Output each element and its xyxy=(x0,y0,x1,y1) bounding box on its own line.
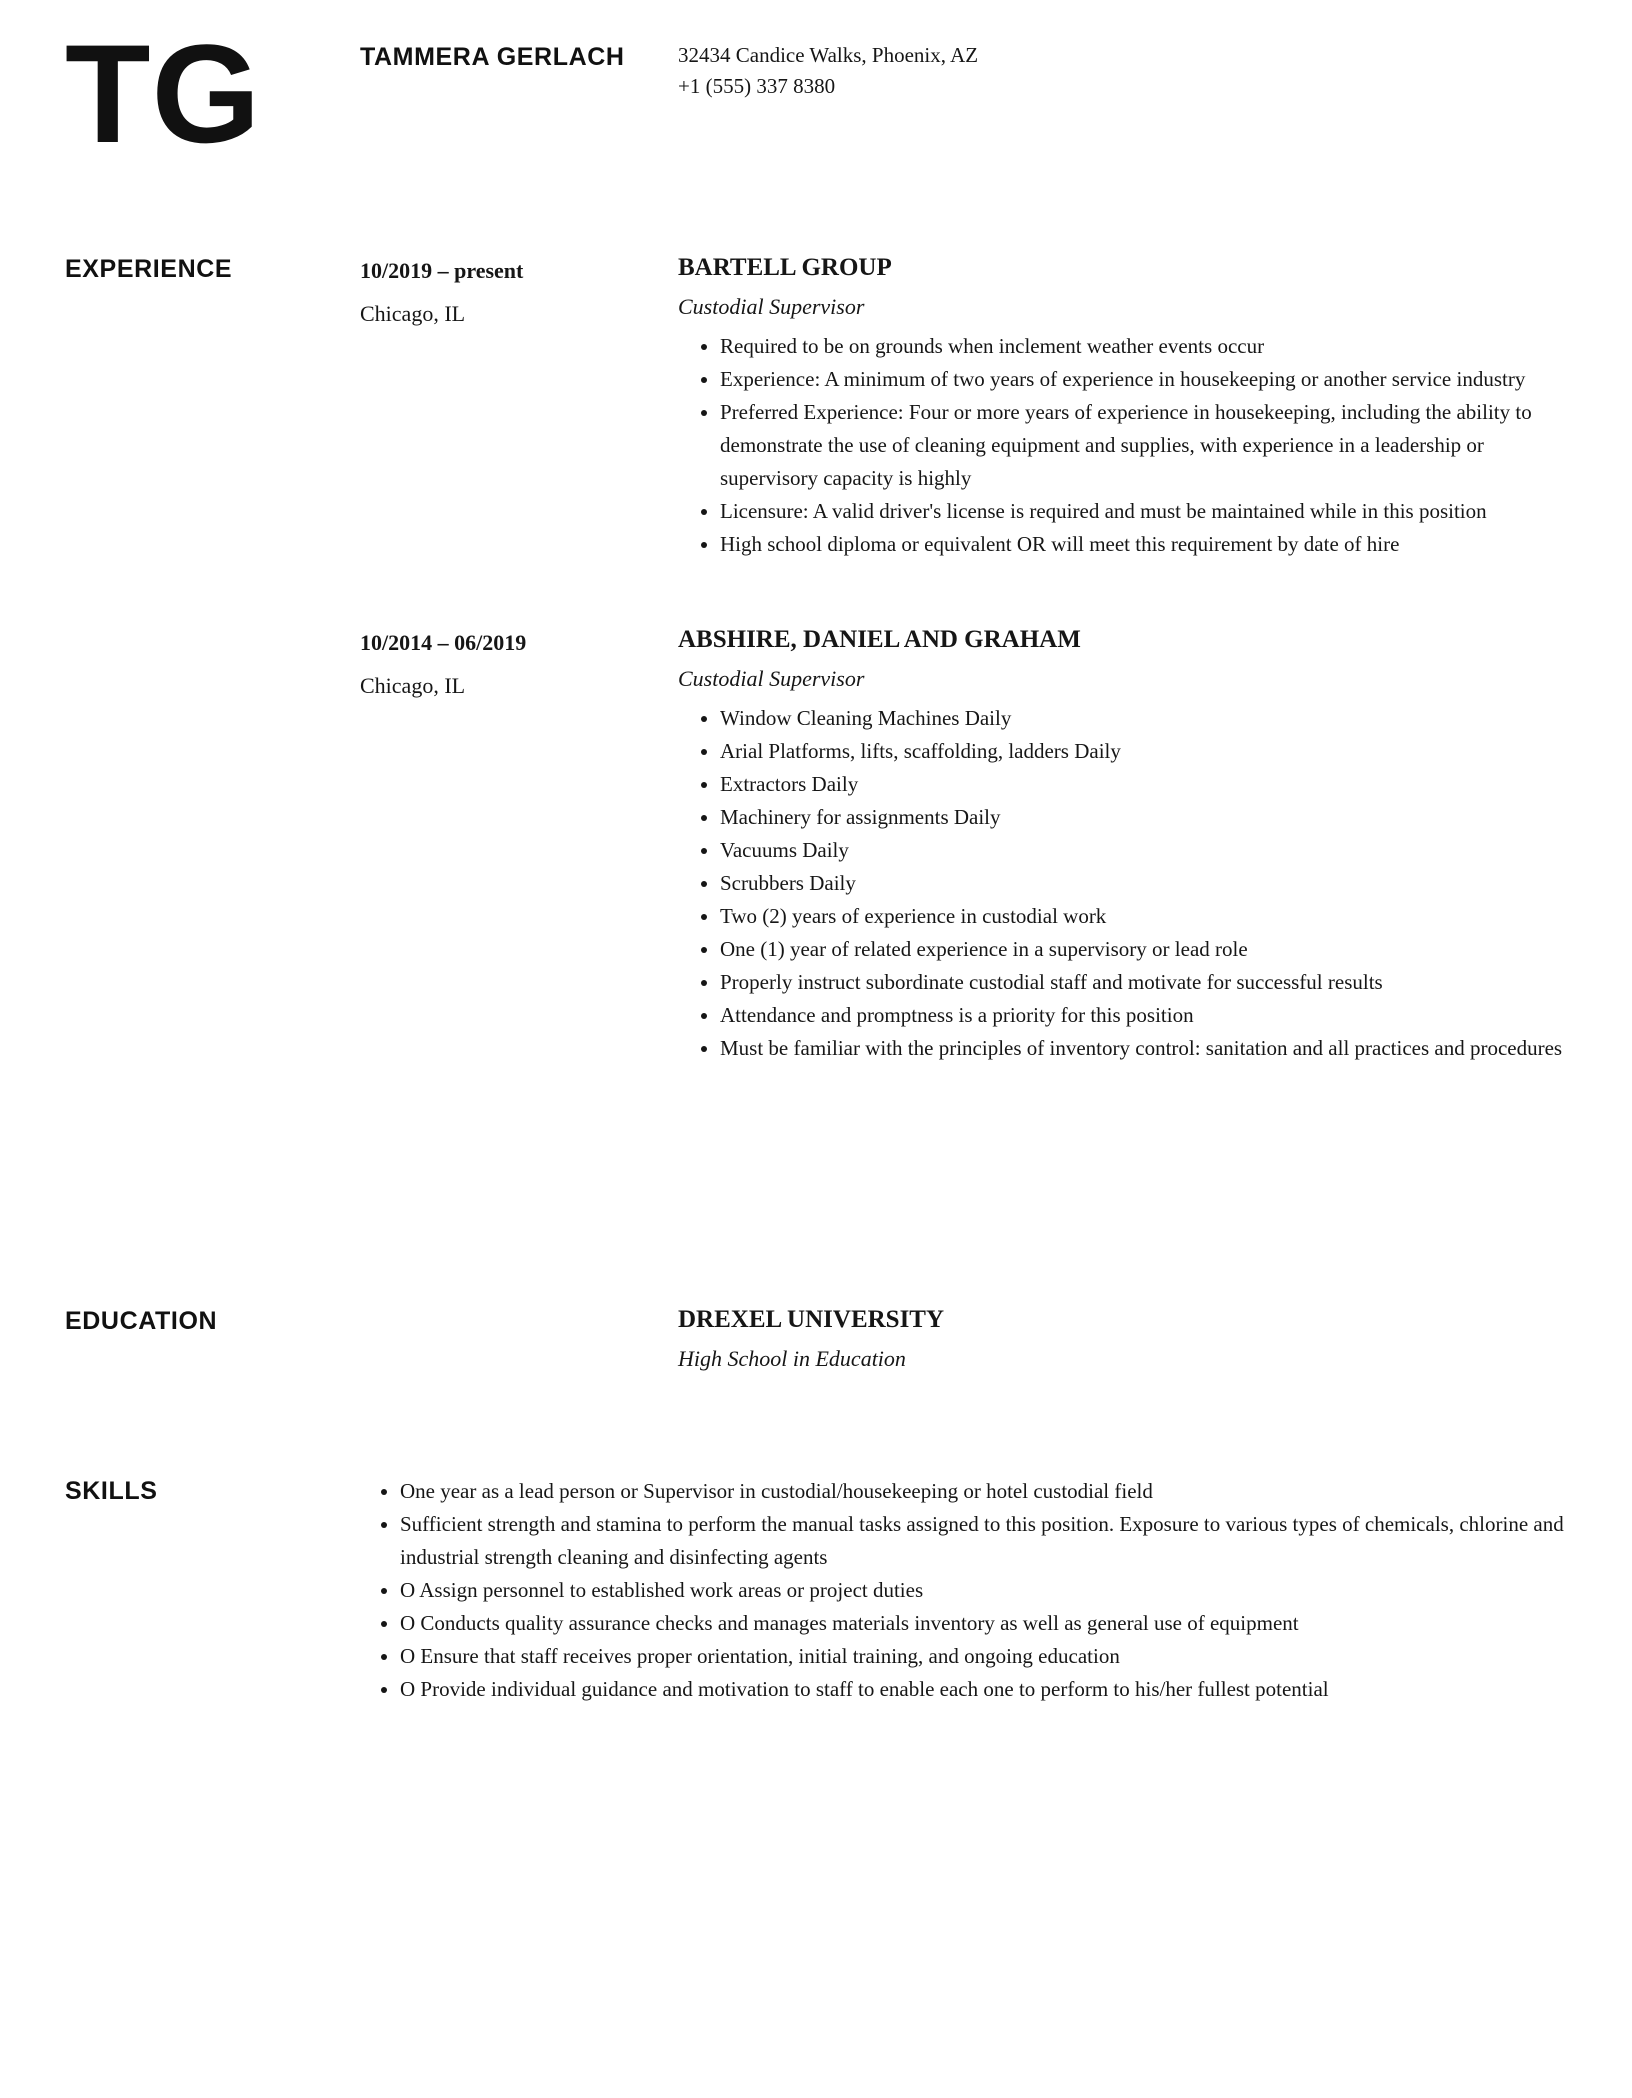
skill-bullet: • One year as a lead person or Supervisor in custodial/housekeeping or hotel custodial field xyxy=(400,1475,1570,1508)
skill-bullet: • Sufficient strength and stamina to perform the manual tasks assigned to this position. Exposure to various types of chemicals, chlorine and industrial strength cleaning and disinfecting agents xyxy=(400,1508,1570,1574)
job-bullet: • Must be familiar with the principles of inventory control: sanitation and all practices and procedures xyxy=(720,1032,1570,1065)
job-title: Custodial Supervisor xyxy=(678,666,865,691)
contact-phone: +1 (555) 337 8380 xyxy=(678,74,836,98)
skills-section xyxy=(65,1475,1570,1706)
contact-address: 32434 Candice Walks, Phoenix, AZ xyxy=(678,43,979,67)
monogram-initials: TG xyxy=(65,15,262,172)
job-bullet-list xyxy=(678,702,1570,1065)
experience-heading: EXPERIENCE xyxy=(65,255,233,283)
job-bullet: • Attendance and promptness is a priority for this position xyxy=(720,999,1570,1032)
skills-heading: SKILLS xyxy=(65,1477,158,1505)
skills-list xyxy=(360,1475,1570,1706)
job-bullet: • Licensure: A valid driver's license is required and must be maintained while in this position xyxy=(720,495,1570,528)
job-bullet: • Vacuums Daily xyxy=(720,834,1570,867)
job-body xyxy=(678,625,1570,1065)
job-bullet: • High school diploma or equivalent OR will meet this requirement by date of hire xyxy=(720,528,1570,561)
job-bullet: • Properly instruct subordinate custodial staff and motivate for successful results xyxy=(720,966,1570,999)
skill-bullet: • O Assign personnel to established work areas or project duties xyxy=(400,1574,1570,1607)
company-name: BARTELL GROUP xyxy=(678,254,892,281)
job-meta xyxy=(360,253,678,561)
school-name: DREXEL UNIVERSITY xyxy=(678,1306,945,1333)
experience-jobs xyxy=(360,253,1570,1065)
company-name: ABSHIRE, DANIEL AND GRAHAM xyxy=(678,626,1081,653)
job-bullet: • Machinery for assignments Daily xyxy=(720,801,1570,834)
job-bullet: • Extractors Daily xyxy=(720,768,1570,801)
job-title: Custodial Supervisor xyxy=(678,294,865,319)
candidate-name: TAMMERA GERLACH xyxy=(360,43,625,71)
job-bullet: • Required to be on grounds when inclement weather events occur xyxy=(720,330,1570,363)
job-bullet: • One (1) year of related experience in a supervisory or lead role xyxy=(720,933,1570,966)
resume-header xyxy=(65,15,1570,172)
job-meta xyxy=(360,625,678,1065)
skill-bullet: • O Provide individual guidance and motivation to staff to enable each one to perform to his/her fullest potential xyxy=(400,1673,1570,1706)
job-dates: 10/2014 – 06/2019 xyxy=(360,630,527,655)
education-heading: EDUCATION xyxy=(65,1307,218,1335)
job-bullet: • Preferred Experience: Four or more years of experience in housekeeping, including the ability to demonstrate the use of cleaning equipment and supplies, with experience in a leadership or supervisory capacity is highly xyxy=(720,396,1570,495)
job-location: Chicago, IL xyxy=(360,301,466,326)
job-bullet: • Arial Platforms, lifts, scaffolding, ladders Daily xyxy=(720,735,1570,768)
job-bullet: • Scrubbers Daily xyxy=(720,867,1570,900)
skill-bullet: • O Conducts quality assurance checks and manages materials inventory as well as general use of equipment xyxy=(400,1607,1570,1640)
experience-section xyxy=(65,253,1570,1065)
job-dates: 10/2019 – present xyxy=(360,258,524,283)
education-entry xyxy=(678,1305,1570,1372)
job-bullet: • Two (2) years of experience in custodial work xyxy=(720,900,1570,933)
job-entry xyxy=(360,625,1570,1065)
contact-info xyxy=(678,40,1570,164)
job-body xyxy=(678,253,1570,561)
degree-name: High School in Education xyxy=(678,1346,906,1371)
job-location: Chicago, IL xyxy=(360,673,466,698)
job-entry xyxy=(360,253,1570,561)
job-bullet-list xyxy=(678,330,1570,561)
education-section xyxy=(65,1305,1570,1372)
job-bullet: • Window Cleaning Machines Daily xyxy=(720,702,1570,735)
skill-bullet: • O Ensure that staff receives proper orientation, initial training, and ongoing education xyxy=(400,1640,1570,1673)
job-bullet: • Experience: A minimum of two years of experience in housekeeping or another service industry xyxy=(720,363,1570,396)
